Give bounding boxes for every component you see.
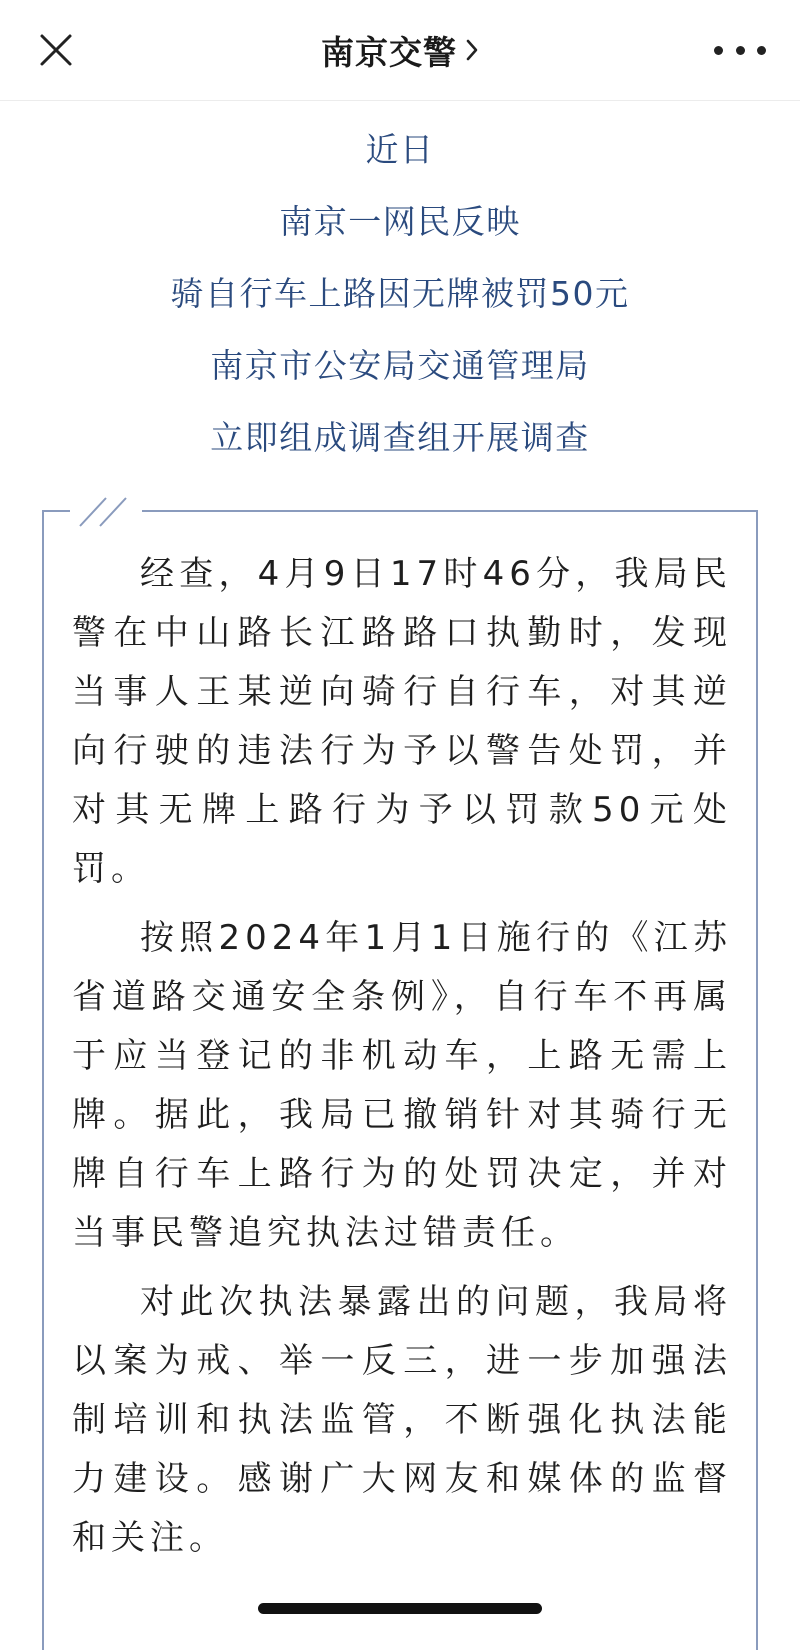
- close-button[interactable]: [36, 30, 76, 70]
- article-paragraph: 按照2024年1月1日施行的《江苏省道路交通安全条例》，自行车不再属于应当登记的非机动车，上路无需上牌。据此，我局已撤销针对其骑行无牌自行车上路行为的处罚决定，并对当事民警追究执法过错责任。: [72, 918, 732, 1253]
- article-paragraph: 经查，4月9日17时46分，我局民警在中山路长江路路口执勤时，发现当事人王某逆向骑行自行车，对其逆向行驶的违法行为予以警告处罚，并对其无牌上路行为予以罚款50元处罚。: [72, 554, 732, 889]
- top-nav-bar: [0, 0, 800, 101]
- more-options-button[interactable]: [714, 38, 766, 62]
- close-icon: [36, 30, 76, 70]
- article-body: [72, 545, 732, 1578]
- home-indicator[interactable]: [258, 1603, 542, 1614]
- chevron-right-icon: [465, 38, 479, 62]
- decorative-slash-icon: [76, 492, 136, 530]
- article-paragraph: 对此次执法暴露出的问题，我局将以案为戒、举一反三，进一步加强法制培训和执法监管，不断强化执法能力建设。感谢广大网友和媒体的监督和关注。: [72, 1282, 732, 1558]
- page-title: 南京交警: [321, 32, 457, 72]
- headline-line: 立即组成调查组开展调查: [210, 418, 590, 457]
- headline-line: 南京一网民反映: [279, 202, 521, 241]
- article-headline: [0, 114, 800, 474]
- headline-line: 骑自行车上路因无牌被罚50元: [170, 274, 630, 313]
- headline-line: 近日: [365, 130, 435, 169]
- account-title-link[interactable]: [321, 27, 479, 74]
- headline-line: 南京市公安局交通管理局: [210, 346, 590, 385]
- more-horizontal-icon: [714, 46, 723, 55]
